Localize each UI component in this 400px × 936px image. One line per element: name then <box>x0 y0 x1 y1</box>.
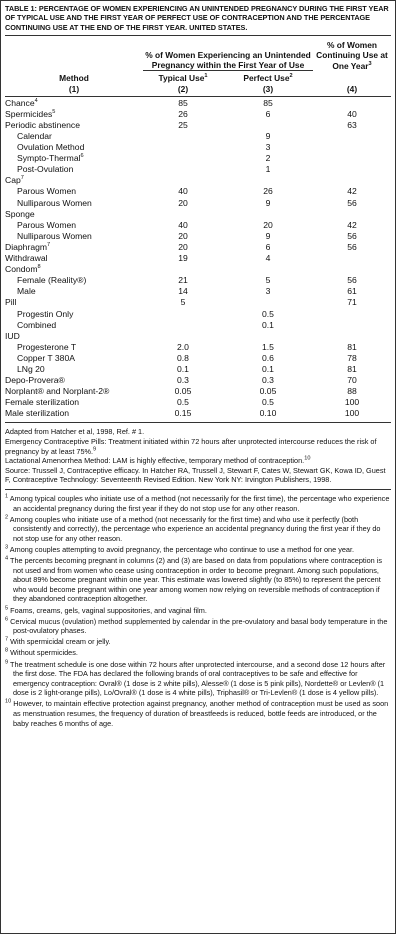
table-row <box>5 253 391 264</box>
perfect-use-cell: 0.1 <box>262 363 274 374</box>
typical-use-cell <box>143 209 223 220</box>
footnote-item: $^4$ The percents becoming pregnant in columns (2) and (3) are based on data from populations where contraception is not used and from women who cease using contraception in order to become pregnant. Among such populations, about 89% become pregnant within one year. This estimate was lowered slightly (to 85%) to represent the percent who would become pregnant within one year among women now relying on reversible methods of contraception if they abandoned contraception altogether. <box>5 555 382 604</box>
typical-use-cell <box>143 309 223 320</box>
method-cell: Ovulation Method <box>17 142 85 153</box>
table-row <box>5 120 391 131</box>
method-cell: IUD <box>5 330 20 341</box>
table-bottom-rule <box>5 422 391 423</box>
header-continuing-group: % of Women Continuing Use at One Year$^3$ <box>316 40 388 71</box>
table-row <box>5 353 391 364</box>
typical-use-cell: 0.1 <box>177 363 189 374</box>
table-row <box>5 408 391 419</box>
table-row <box>5 131 391 142</box>
method-cell: Pill <box>5 297 17 308</box>
continuing-use-cell: 61 <box>347 286 357 297</box>
perfect-use-cell: 0.1 <box>262 319 274 330</box>
table-row <box>5 109 391 120</box>
footnote-item: $^2$ Among couples who initiate use of a method (not necessarily for the first time) and who use it perfectly (both consistently and correctly), the percentage who experience an accidental pregnancy during the first year if they do not stop use for any other reason. <box>5 514 381 543</box>
typical-use-cell: 19 <box>178 253 188 264</box>
note-source: Source: Trussell J, Contraceptive efficacy. In Hatcher RA, Trussell J, Stewart F, Cates W, Stewart GK, Kowa ID, Guest F, Contraceptive Technology: Seventeenth Revised Edition. New York NY: Irvington Publishers, 1998. <box>5 465 386 485</box>
typical-use-cell: 25 <box>178 119 188 130</box>
perfect-use-cell: 20 <box>263 219 273 230</box>
method-cell: Progestin Only <box>17 308 74 319</box>
method-cell: Chance$^4$ <box>5 97 38 108</box>
table-row <box>5 264 391 275</box>
table-row <box>5 342 391 353</box>
perfect-use-cell: 6 <box>265 241 271 252</box>
footnote-item: $^8$ Without spermicides. <box>5 648 78 658</box>
perfect-use-cell: 6 <box>265 108 271 119</box>
continuing-use-cell <box>313 331 391 342</box>
continuing-use-cell: 42 <box>347 186 357 197</box>
footnote-item: $^1$ Among typical couples who initiate use of a method (not necessarily for the first time), the percentage who experience an accidental pregnancy during the first year if they do not stop use for any other reason. <box>5 493 390 513</box>
table-row <box>5 375 391 386</box>
method-cell: Nulliparous Women <box>17 197 92 208</box>
method-cell: LNg 20 <box>17 363 45 374</box>
typical-use-cell: 20 <box>178 197 188 208</box>
perfect-use-cell: 3 <box>265 142 271 153</box>
perfect-use-cell: 0.05 <box>259 386 277 397</box>
continuing-use-cell: 81 <box>347 363 357 374</box>
perfect-use-cell: 4 <box>265 253 271 264</box>
method-cell: Depo-Provera® <box>5 375 65 386</box>
continuing-use-cell: 70 <box>347 375 357 386</box>
table-row <box>5 320 391 331</box>
typical-use-cell: 20 <box>178 230 188 241</box>
perfect-use-cell: 9 <box>265 131 271 142</box>
footnotes <box>5 494 391 728</box>
method-cell: Periodic abstinence <box>5 119 81 130</box>
method-cell: Progesterone T <box>17 341 77 352</box>
table-row <box>5 186 391 197</box>
table-row <box>5 209 391 220</box>
perfect-use-cell: 1.5 <box>262 341 274 352</box>
footnote-item: $^3$ Among couples attempting to avoid pregnancy, the percentage who continue to use a method for one year. <box>5 544 355 554</box>
continuing-use-cell <box>313 264 391 275</box>
typical-use-cell: 0.15 <box>174 408 192 419</box>
table-row <box>5 331 391 342</box>
footnote-item: $^9$ The treatment schedule is one dose within 72 hours after unprotected intercourse, and a second dose 12 hours after the first dose. The FDA has declared the following brands of oral contraceptives to be safe and effective for emergency contraception: Ovral® (1 dose is 2 white pills), Alesse® (1 dose is 5 pink pills), Nordette® or Levlen® (1 dose is 2 light-orange pills), Lo/Ovral® (1 dose is 4 white pills), Triphasil® or Tri-Levlen® (1 dose is 4 yellow pills). <box>5 659 386 698</box>
perfect-use-cell: 0.10 <box>259 408 277 419</box>
method-cell: Male <box>17 286 36 297</box>
continuing-use-cell <box>313 253 391 264</box>
table-row <box>5 98 391 109</box>
table-row <box>5 286 391 297</box>
continuing-use-cell <box>313 164 391 175</box>
method-cell: Diaphragm$^7$ <box>5 241 51 252</box>
typical-use-cell: 85 <box>178 97 188 108</box>
continuing-use-cell: 56 <box>347 197 357 208</box>
table-row <box>5 275 391 286</box>
table-row <box>5 242 391 253</box>
note-ecp: Emergency Contraceptive Pills: Treatment initiated within 72 hours after unprotected intercourse reduces the risk of pregnancy by at least 75%.$^9$ <box>5 437 377 456</box>
footnote-item: $^7$ With spermicidal cream or jelly. <box>5 636 111 647</box>
table-notes <box>5 427 391 485</box>
note-lam: Lactational Amenorrhea Method: LAM is highly effective, temporary method of contraception.$^{10}$ <box>5 455 311 466</box>
notes-rule <box>5 489 391 490</box>
method-cell: Norplant® and Norplant-2® <box>5 386 110 397</box>
table-row <box>5 142 391 153</box>
method-cell: Sponge <box>5 208 35 219</box>
contraception-table <box>5 36 391 419</box>
note-adapted: Adapted from Hatcher et al, 1998, Ref. # 1. <box>5 427 145 437</box>
typical-use-cell: 0.5 <box>177 397 189 408</box>
continuing-use-cell <box>313 98 391 109</box>
perfect-use-cell: 85 <box>263 97 273 108</box>
perfect-use-cell <box>223 331 313 342</box>
table-row <box>5 231 391 242</box>
header-group-row <box>5 36 391 71</box>
continuing-use-cell <box>313 142 391 153</box>
continuing-use-cell <box>313 153 391 164</box>
typical-use-cell: 0.3 <box>177 375 189 386</box>
typical-use-cell: 40 <box>178 186 188 197</box>
method-cell: Female (Reality®) <box>17 275 87 286</box>
method-cell: Nulliparous Women <box>17 230 92 241</box>
continuing-use-cell: 81 <box>347 341 357 352</box>
method-cell: Copper T 380A <box>17 352 75 363</box>
perfect-use-cell: 0.5 <box>262 397 274 408</box>
perfect-use-cell <box>223 297 313 308</box>
method-cell: Parous Women <box>17 219 77 230</box>
continuing-use-cell: 56 <box>347 230 357 241</box>
perfect-use-cell: 9 <box>265 197 271 208</box>
method-cell: Male sterilization <box>5 408 69 419</box>
header-method: Method (1) <box>59 73 89 94</box>
table-row <box>5 198 391 209</box>
typical-use-cell <box>143 153 223 164</box>
header-perfect-use: Perfect Use$^2$ (3) <box>223 71 313 96</box>
method-cell: Post-Ovulation <box>17 164 74 175</box>
continuing-use-cell <box>313 309 391 320</box>
method-cell: Withdrawal <box>5 253 48 264</box>
typical-use-cell <box>143 175 223 186</box>
typical-use-cell: 26 <box>178 108 188 119</box>
method-cell: Cap$^7$ <box>5 175 24 186</box>
method-cell: Parous Women <box>17 186 77 197</box>
table-row <box>5 309 391 320</box>
perfect-use-cell: 0.3 <box>262 375 274 386</box>
typical-use-cell <box>143 131 223 142</box>
table-row <box>5 386 391 397</box>
table-title: TABLE 1: PERCENTAGE OF WOMEN EXPERIENCING AN UNINTENDED PREGNANCY DURING THE FIRST YEAR OF TYPICAL USE AND THE FIRST YEAR OF PERFECT USE OF CONTRACEPTION AND THE PERCENTAGE CONTINUING USE AT THE END OF THE FIRST YEAR. UNITED STATES. <box>5 4 389 32</box>
continuing-use-cell: 56 <box>347 275 357 286</box>
table-body <box>5 98 391 420</box>
typical-use-cell: 0.05 <box>174 386 192 397</box>
method-cell: Calendar <box>17 131 52 142</box>
typical-use-cell <box>143 331 223 342</box>
perfect-use-cell <box>223 120 313 131</box>
method-cell: Combined <box>17 319 57 330</box>
header-typical-use: Typical Use$^1$ (2) <box>143 71 223 96</box>
continuing-use-cell <box>313 175 391 186</box>
table-row <box>5 164 391 175</box>
continuing-use-cell: 71 <box>347 297 357 308</box>
typical-use-cell: 2.0 <box>177 341 189 352</box>
perfect-use-cell: 2 <box>265 153 271 164</box>
perfect-use-cell: 0.5 <box>262 308 274 319</box>
continuing-use-cell: 88 <box>347 386 357 397</box>
continuing-use-cell <box>313 320 391 331</box>
perfect-use-cell: 3 <box>265 286 271 297</box>
typical-use-cell <box>143 320 223 331</box>
perfect-use-cell <box>223 175 313 186</box>
table-row <box>5 297 391 308</box>
continuing-use-cell: 100 <box>344 408 360 419</box>
perfect-use-cell <box>223 264 313 275</box>
perfect-use-cell <box>223 209 313 220</box>
typical-use-cell <box>143 142 223 153</box>
table-row <box>5 175 391 186</box>
continuing-use-cell <box>313 209 391 220</box>
header-label-row <box>5 71 391 96</box>
continuing-use-cell: 78 <box>347 352 357 363</box>
perfect-use-cell: 5 <box>265 275 271 286</box>
method-cell: Sympto-Thermal$^6$ <box>17 153 84 164</box>
footnote-item: $^5$ Foams, creams, gels, vaginal suppositories, and vaginal film. <box>5 605 207 615</box>
typical-use-cell: 5 <box>180 297 186 308</box>
typical-use-cell: 0.8 <box>177 352 189 363</box>
typical-use-cell <box>143 264 223 275</box>
method-cell: Condom$^8$ <box>5 264 41 275</box>
footnote-item: $^{10}$ However, to maintain effective protection against pregnancy, another method of contraception must be used as soon as menstruation resumes, the frequency of duration of breastfeeds is reduced, bottle feeds are introduced, or the baby reaches 6 months of age. <box>5 698 389 728</box>
perfect-use-cell: 1 <box>265 164 271 175</box>
typical-use-cell <box>143 164 223 175</box>
header-continuing-num: (4) <box>346 83 358 94</box>
table-row <box>5 220 391 231</box>
typical-use-cell: 14 <box>178 286 188 297</box>
table-row <box>5 364 391 375</box>
table-row <box>5 153 391 164</box>
perfect-use-cell: 26 <box>263 186 273 197</box>
perfect-use-cell: 0.6 <box>262 352 274 363</box>
method-cell: Female sterilization <box>5 397 80 408</box>
typical-use-cell: 20 <box>178 241 188 252</box>
header-pregnancy-group: % of Women Experiencing an Unintended Pregnancy within the First Year of Use <box>145 49 311 71</box>
continuing-use-cell <box>313 131 391 142</box>
continuing-use-cell: 100 <box>344 397 360 408</box>
footnote-item: $^6$ Cervical mucus (ovulation) method supplemented by calendar in the pre-ovulatory and basal body temperature in the post-ovulatory phases. <box>5 616 388 636</box>
continuing-use-cell: 42 <box>347 219 357 230</box>
typical-use-cell: 21 <box>178 275 188 286</box>
perfect-use-cell: 9 <box>265 230 271 241</box>
continuing-use-cell: 63 <box>347 119 357 130</box>
continuing-use-cell: 40 <box>347 108 357 119</box>
method-cell: Spermicides$^5$ <box>5 108 56 119</box>
continuing-use-cell: 56 <box>347 241 357 252</box>
table-row <box>5 397 391 408</box>
typical-use-cell: 40 <box>178 219 188 230</box>
